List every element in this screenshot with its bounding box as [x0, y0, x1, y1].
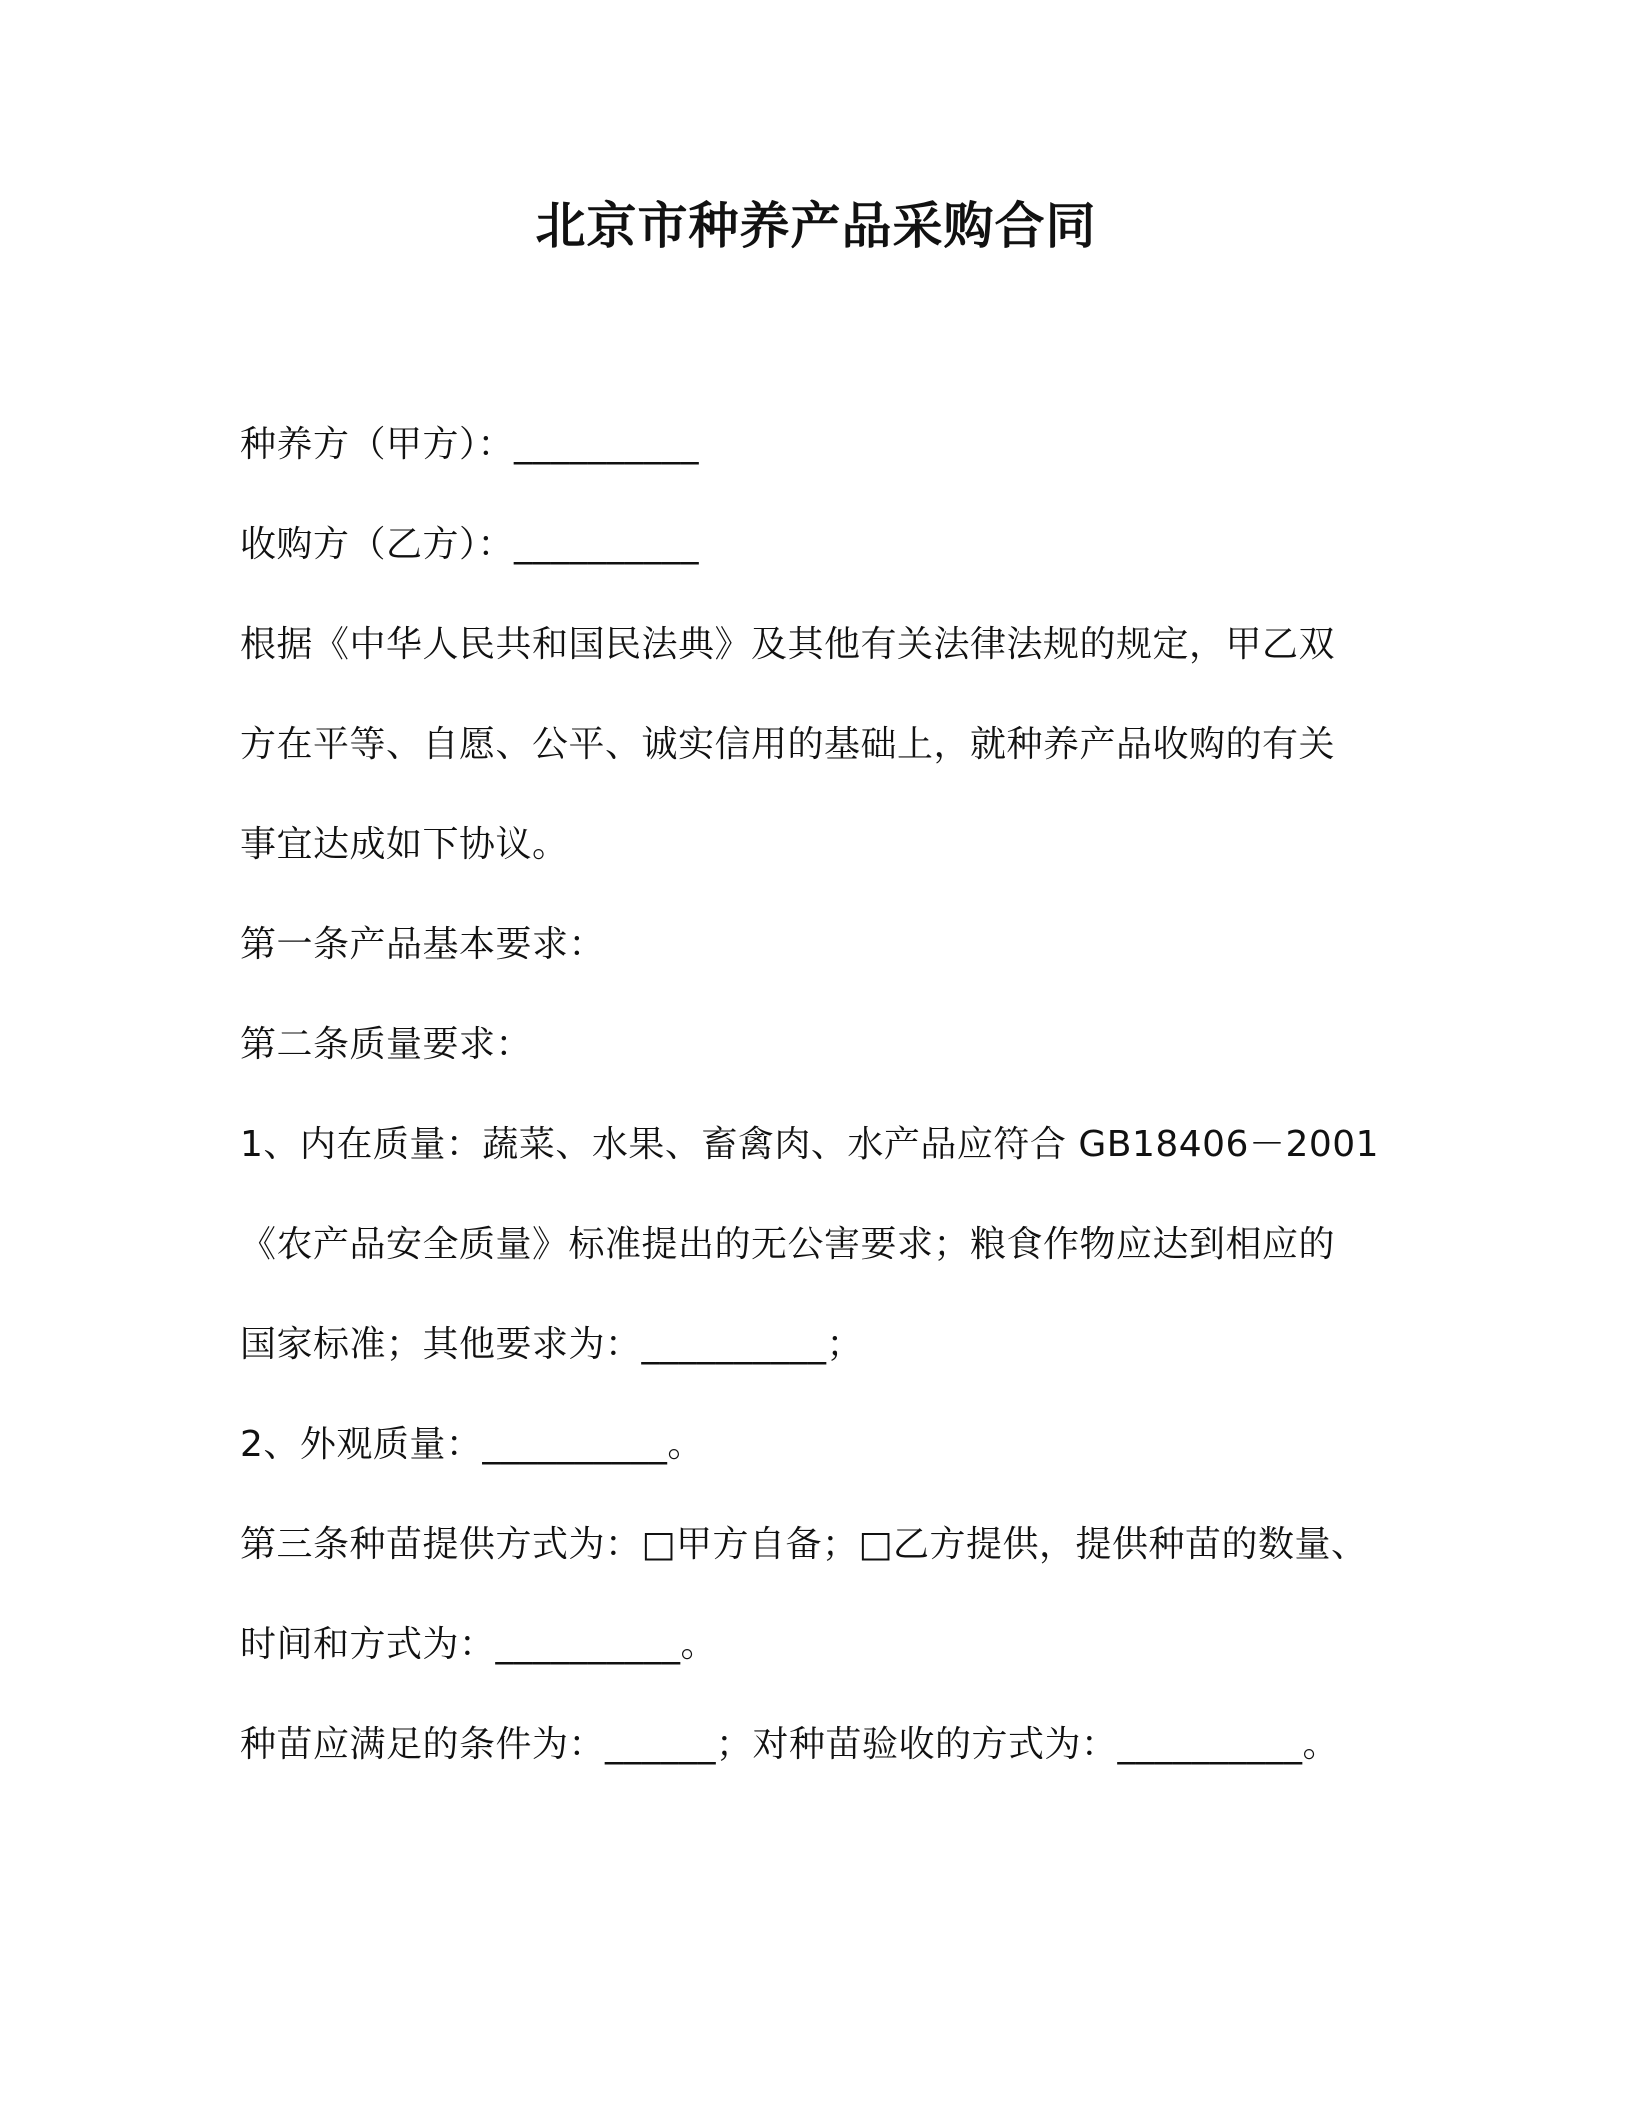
- seedling-conditions-line: 种苗应满足的条件为：______；对种苗验收的方式为：__________。: [240, 1724, 1340, 1765]
- article-2-item-1-line-2: 《农产品安全质量》标准提出的无公害要求；粮食作物应达到相应的: [240, 1224, 1336, 1265]
- article-3-line-2: 时间和方式为：__________。: [240, 1624, 718, 1665]
- party-b-line: 收购方（乙方）：__________: [240, 524, 700, 565]
- document-title: 北京市种养产品采购合同: [535, 197, 1097, 255]
- preamble-line-1: 根据《中华人民共和国民法典》及其他有关法律法规的规定，甲乙双: [240, 624, 1336, 665]
- preamble-line-3: 事宜达成如下协议。: [240, 824, 569, 865]
- party-a-line: 种养方（甲方）：__________: [240, 424, 700, 465]
- article-1-heading: 第一条产品基本要求：: [240, 924, 606, 965]
- preamble-line-2: 方在平等、自愿、公平、诚实信用的基础上，就种养产品收购的有关: [240, 724, 1336, 765]
- article-2-item-1-line-3: 国家标准；其他要求为：__________；: [240, 1324, 864, 1365]
- article-2-item-2: 2、外观质量：__________。: [240, 1424, 704, 1465]
- article-2-heading: 第二条质量要求：: [240, 1024, 533, 1065]
- article-2-item-1-line-1: 1、内在质量：蔬菜、水果、畜禽肉、水产品应符合 GB18406－2001: [240, 1124, 1380, 1165]
- article-3-line-1: 第三条种苗提供方式为：□甲方自备；□乙方提供，提供种苗的数量、: [240, 1524, 1368, 1565]
